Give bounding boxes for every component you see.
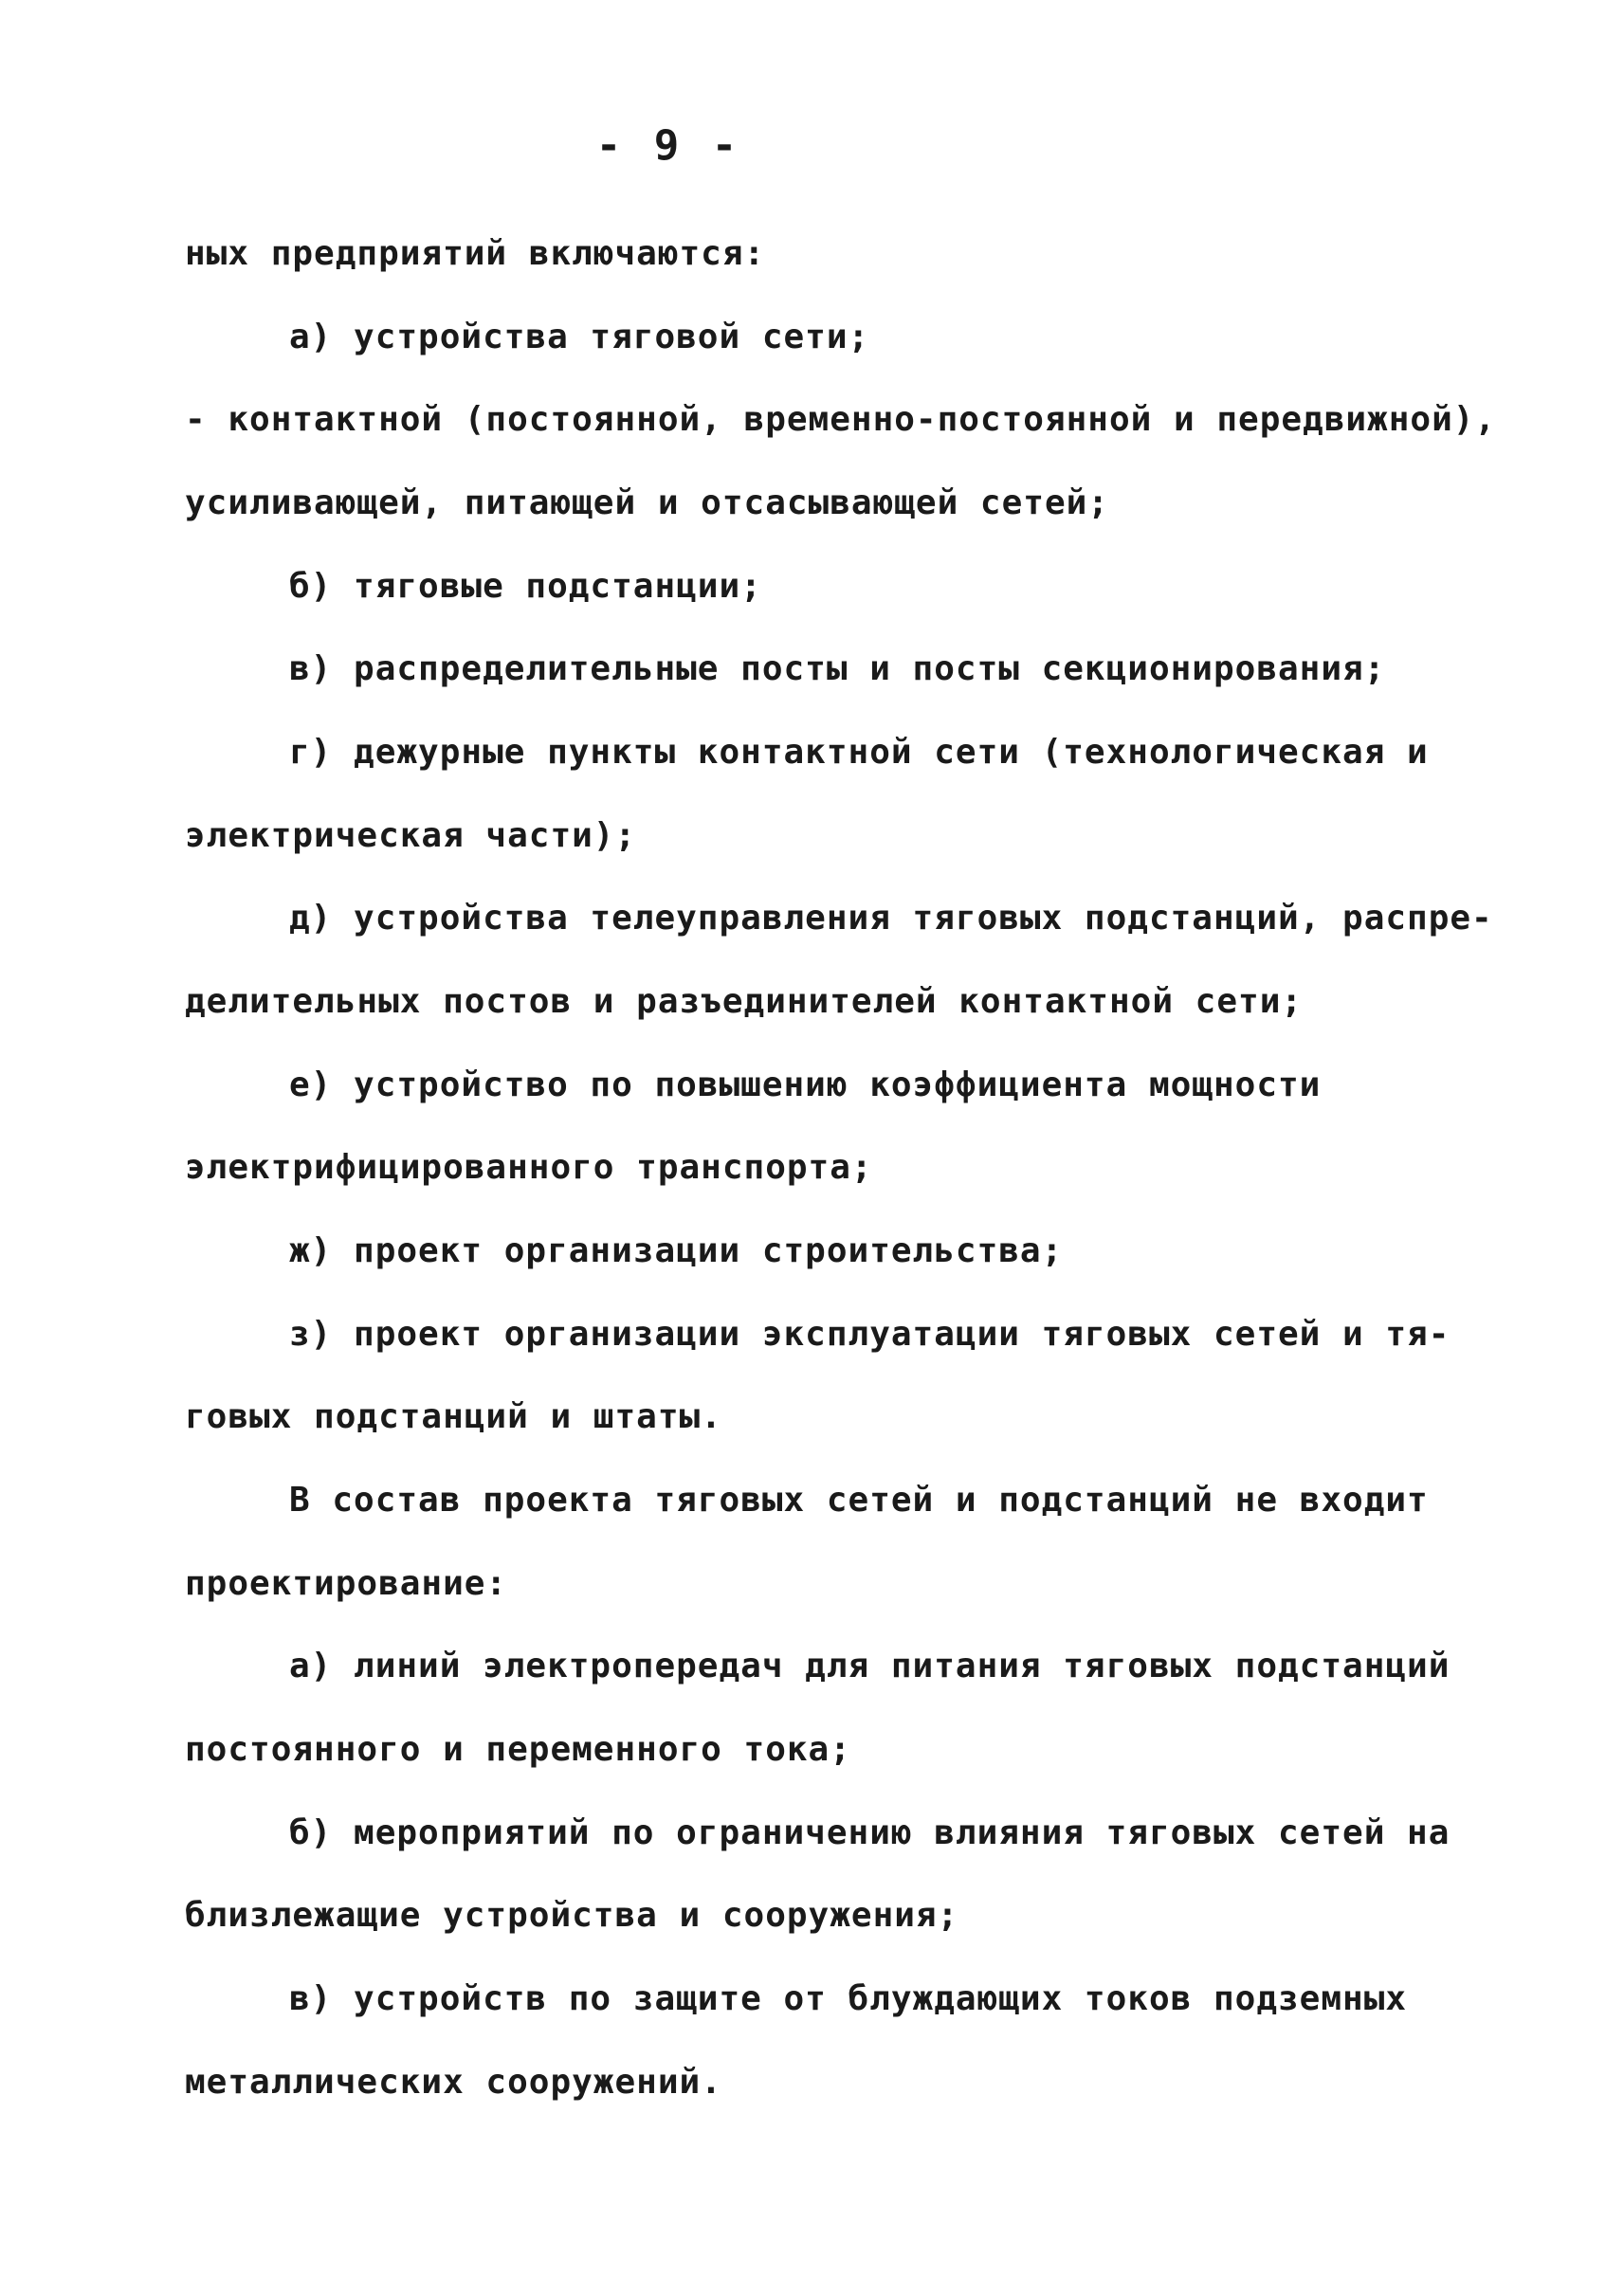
text-line: б) мероприятий по ограничению влияния тяговых сетей на bbox=[289, 1813, 1451, 1852]
text-line: делительных постов и разъединителей контактной сети; bbox=[185, 982, 1304, 1021]
text-line: в) распределительные посты и посты секционирования; bbox=[289, 649, 1386, 688]
text-line: говых подстанций и штаты. bbox=[185, 1397, 722, 1436]
text-line: - контактной (постоянной, временно-постоянной и передвижной), bbox=[185, 400, 1497, 439]
text-line: металлических сооружений. bbox=[185, 2063, 722, 2102]
text-line: проектирование: bbox=[185, 1564, 508, 1603]
text-line: д) устройства телеуправления тяговых подстанций, распре- bbox=[289, 899, 1493, 938]
text-line: электрическая части); bbox=[185, 816, 637, 855]
text-line: ж) проект организации строительства; bbox=[289, 1231, 1064, 1270]
text-line: е) устройство по повышению коэффициента мощности bbox=[289, 1066, 1322, 1104]
text-line: а) линий электропередач для питания тяговых подстанций bbox=[289, 1647, 1451, 1685]
text-line: близлежащие устройства и сооружения; bbox=[185, 1896, 959, 1935]
text-line: б) тяговые подстанции; bbox=[289, 567, 762, 606]
text-line: а) устройства тяговой сети; bbox=[289, 318, 870, 356]
page-number: - 9 - bbox=[595, 121, 741, 170]
text-line: з) проект организации эксплуатации тяговых сетей и тя- bbox=[289, 1315, 1451, 1354]
text-line: ных предприятий включаются: bbox=[185, 234, 766, 273]
text-line: в) устройств по защите от блуждающих токов подземных bbox=[289, 1979, 1408, 2018]
text-line: электрифицированного транспорта; bbox=[185, 1148, 873, 1187]
text-line: г) дежурные пункты контактной сети (технологическая и bbox=[289, 733, 1429, 772]
text-line: В состав проекта тяговых сетей и подстанций не входит bbox=[289, 1481, 1429, 1520]
text-line: постоянного и переменного тока; bbox=[185, 1730, 851, 1769]
text-line: усиливающей, питающей и отсасывающей сетей; bbox=[185, 483, 1109, 522]
